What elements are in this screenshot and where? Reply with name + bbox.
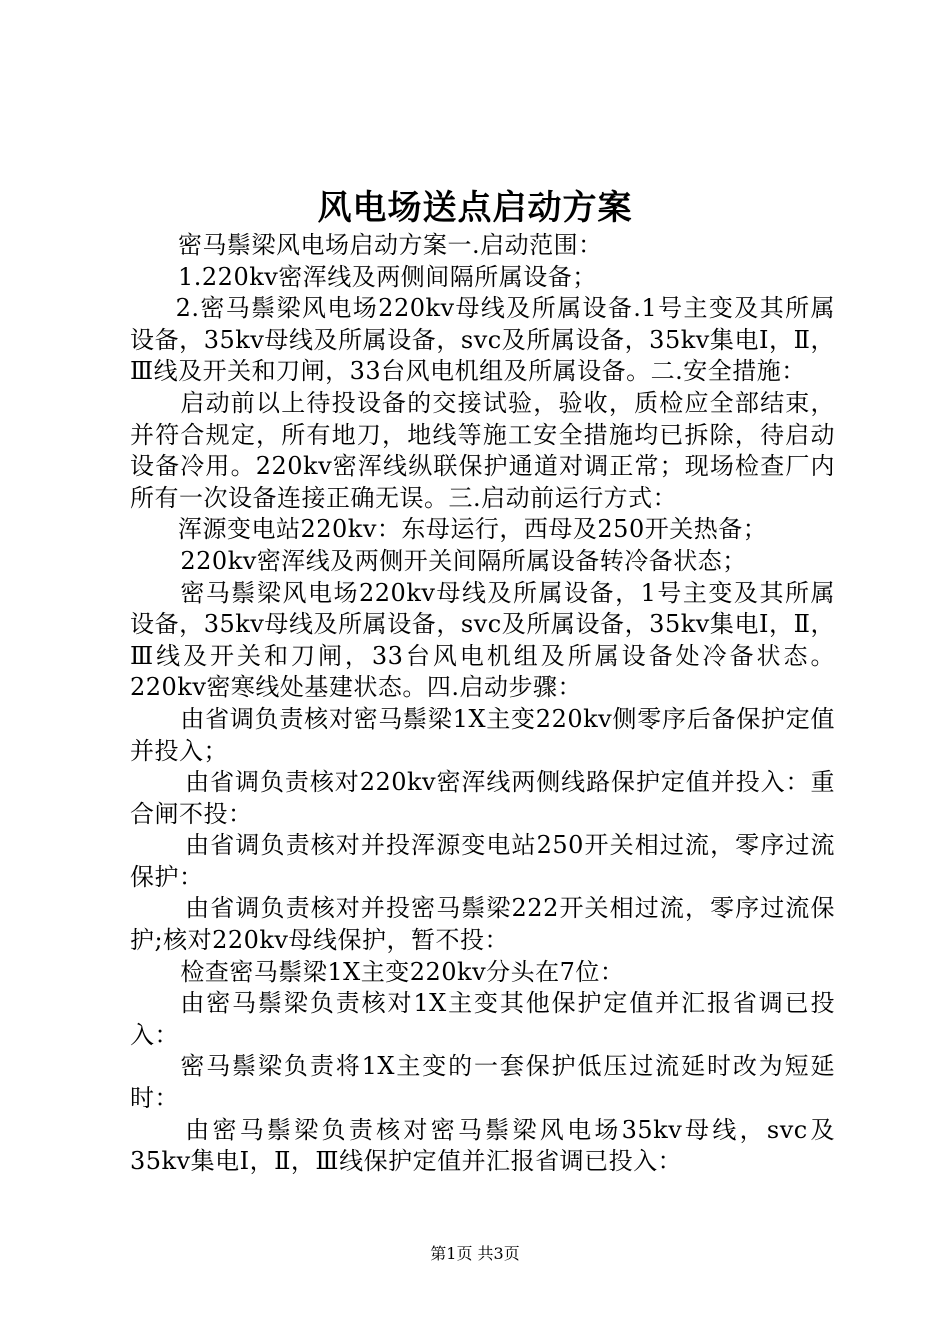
paragraph: 由密马鬃梁负责核对密马鬃梁风电场35kv母线，svc及35kv集电Ⅰ，Ⅱ，Ⅲ线保护定值并汇报省调已投入： <box>130 1115 835 1176</box>
paragraph: 由密马鬃梁负责核对1X主变其他保护定值并汇报省调已投入： <box>130 989 835 1049</box>
document-title: 风电场送点启动方案 <box>317 188 633 228</box>
paragraph: 启动前以上待投设备的交接试验，验收，质检应全部结束，并符合规定，所有地刀，地线等施工安全措施均已拆除，待启动设备冷用。220kv密浑线纵联保护通道对调正常；现场检查厂内所有一次设备连接正确无误。三.启动前运行方式： <box>130 388 835 512</box>
paragraph: 2.密马鬃梁风电场220kv母线及所属设备.1号主变及其所属设备，35kv母线及所属设备，svc及所属设备，35kv集电Ⅰ，Ⅱ，Ⅲ线及开关和刀闸，33台风电机组及所属设备。二.安全措施： <box>130 294 835 386</box>
paragraph: 检查密马鬃梁1X主变220kv分头在7位： <box>180 957 625 986</box>
paragraph: 浑源变电站220kv：东母运行，西母及250开关热备； <box>178 515 768 544</box>
paragraph: 由省调负责核对并投浑源变电站250开关相过流，零序过流保护： <box>130 831 835 891</box>
paragraph: 密马鬃梁风电场220kv母线及所属设备，1号主变及其所属设备，35kv母线及所属设备，svc及所属设备，35kv集电Ⅰ，Ⅱ，Ⅲ线及开关和刀闸，33台风电机组及所属设备处冷备状态。220kv密寒线处基建状态。四.启动步骤： <box>130 578 835 702</box>
paragraph: 密马鬃梁风电场启动方案一.启动范围： <box>178 231 603 259</box>
paragraph: 1.220kv密浑线及两侧间隔所属设备； <box>178 262 597 291</box>
document-body <box>130 230 835 1178</box>
paragraph: 密马鬃梁负责将1X主变的一套保护低压过流延时改为短延时： <box>130 1052 835 1113</box>
paragraph: 由省调负责核对并投密马鬃梁222开关相过流，零序过流保护;核对220kv母线保护，暂不投： <box>130 894 835 955</box>
paragraph: 220kv密浑线及两侧开关间隔所属设备转冷备状态； <box>180 546 747 575</box>
paragraph: 由省调负责核对220kv密浑线两侧线路保护定值并投入：重合闸不投： <box>130 768 835 828</box>
page-number-footer: 第1页 共3页 <box>430 1244 520 1263</box>
paragraph: 由省调负责核对密马鬃梁1X主变220kv侧零序后备保护定值并投入； <box>130 704 835 765</box>
